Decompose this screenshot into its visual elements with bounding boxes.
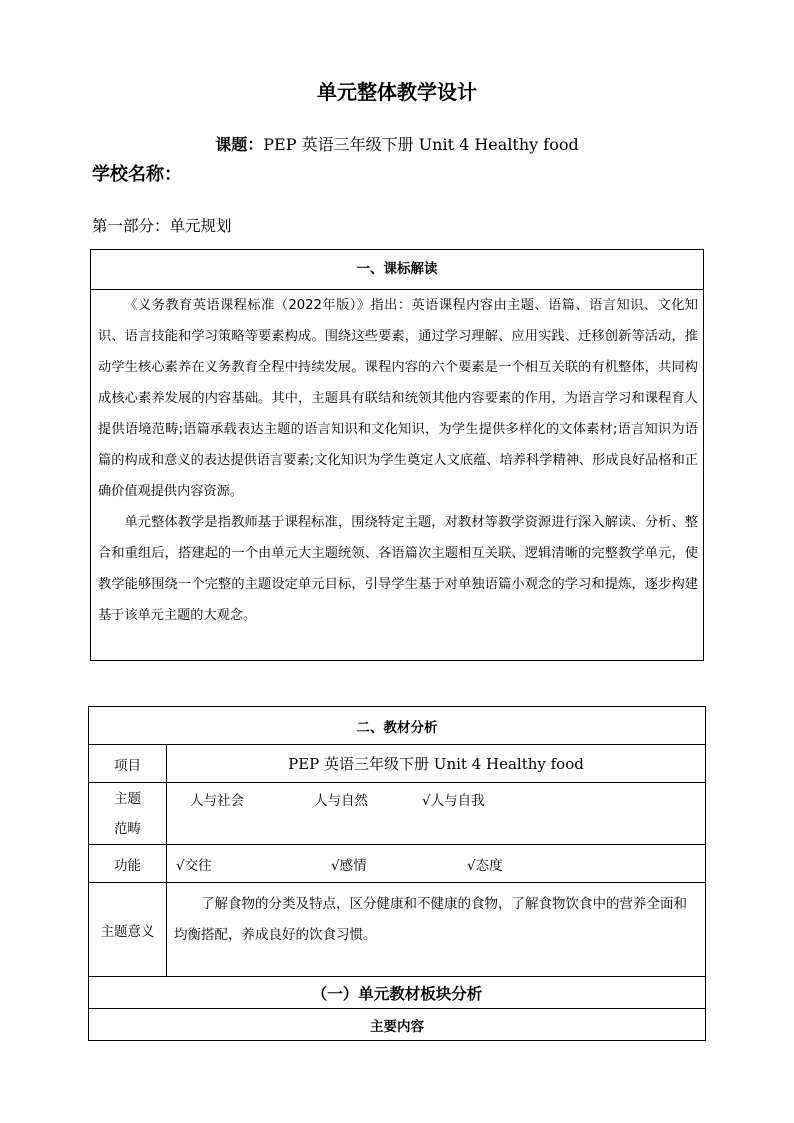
lesson-label: 课题： xyxy=(215,135,264,154)
topic-option: 人与社会 xyxy=(190,793,244,809)
meaning-value: 了解食物的分类及特点，区分健康和不健康的食物，了解食物饮食中的营养全面和均衡搭配，养成良好的饮食习惯。 xyxy=(167,883,706,977)
subsection-heading: （一）单元教材板块分析 xyxy=(89,977,706,1009)
curriculum-standard-section xyxy=(90,249,704,661)
section2-heading: 二、教材分析 xyxy=(89,707,706,745)
meaning-label: 主题意义 xyxy=(89,883,167,977)
project-value: PEP 英语三年级下册 Unit 4 Healthy food xyxy=(167,745,706,783)
function-option: √态度 xyxy=(467,857,503,874)
function-option: √感情 xyxy=(331,857,367,874)
school-name-label: 学校名称： xyxy=(92,164,182,185)
topic-options xyxy=(167,783,706,845)
main-content-heading: 主要内容 xyxy=(89,1009,706,1041)
function-option: √交往 xyxy=(176,857,212,874)
function-options xyxy=(167,845,706,883)
part-label: 第一部分：单元规划 xyxy=(92,217,232,235)
section1-paragraph: 单元整体教学是指教师基于课程标准，围绕特定主题，对教材等教学资源进行深入解读、分析、整合和重组后，搭建起的一个由单元大主题统领、各语篇次主题相互关联、逻辑清晰的完整教学单元，使教学能够围绕一个完整的主题设定单元目标，引导学生基于对单独语篇小观念的学习和提炼，逐步构建基于该单元主题的大观念。 xyxy=(98,515,698,623)
page-title: 单元整体教学设计 xyxy=(317,80,477,104)
topic-option: 人与自然 xyxy=(314,793,368,809)
lesson-title xyxy=(0,132,794,155)
textbook-analysis-table xyxy=(88,706,706,1041)
lesson-value: PEP 英语三年级下册 Unit 4 Healthy food xyxy=(263,135,579,154)
topic-label xyxy=(89,783,167,845)
topic-option: √人与自我 xyxy=(422,793,485,809)
project-label: 项目 xyxy=(89,745,167,783)
section1-body xyxy=(91,290,703,631)
topic-label-text: 主题范畴 xyxy=(114,790,141,837)
function-label: 功能 xyxy=(89,845,167,883)
section1-heading: 一、课标解读 xyxy=(91,250,703,290)
section1-paragraph: 《义务教育英语课程标准（2022年版）》指出：英语课程内容由主题、语篇、语言知识、文化知识、语言技能和学习策略等要素构成。围绕这些要素，通过学习理解、应用实践、迁移创新等活动，推动学生核心素养在义务教育全程中持续发展。课程内容的六个要素是一个相互关联的有机整体，共同构成核心素养发展的内容基础。其中，主题具有联结和统领其他内容要素的作用，为语言学习和课程育人提供语境范畴;语篇承载表达主题的语言知识和文化知识，为学生提供多样化的文体素材;语言知识为语篇的构成和意义的表达提供语言要素;文化知识为学生奠定人文底蕴、培养科学精神、形成良好品格和正确价值观提供内容资源。 xyxy=(98,298,698,499)
